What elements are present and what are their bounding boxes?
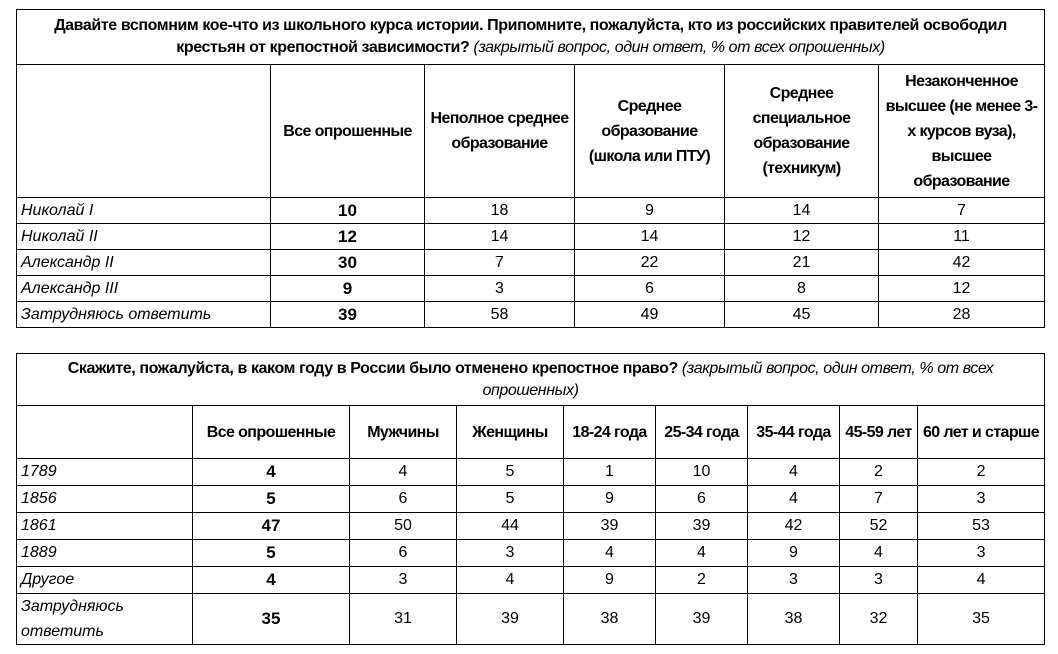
column-header: 60 лет и старше [918, 406, 1045, 459]
table-cell: 3 [350, 567, 457, 594]
table-cell-total: 5 [193, 540, 350, 567]
table-cell-total: 4 [193, 459, 350, 486]
table-cell: 3 [748, 567, 840, 594]
table-cell: 9 [564, 486, 656, 513]
table-cell: 4 [748, 459, 840, 486]
table-row [17, 302, 1045, 328]
table-cell: 3 [425, 276, 575, 302]
table-cell: 22 [575, 250, 725, 276]
table-title-row [17, 10, 1045, 65]
column-header: Незаконченное высшее (не менее 3-х курсов вуза), высшее образование [879, 65, 1045, 198]
column-header: Мужчины [350, 406, 457, 459]
column-header: Женщины [457, 406, 564, 459]
table-row [17, 459, 1045, 486]
table-cell: 7 [425, 250, 575, 276]
table-cell: 4 [748, 486, 840, 513]
table-cell: 6 [575, 276, 725, 302]
table-cell-total: 10 [271, 198, 425, 224]
table-header-row [17, 65, 1045, 198]
table-cell: 32 [840, 594, 918, 645]
row-label: 1861 [17, 513, 193, 540]
table-cell-total: 4 [193, 567, 350, 594]
table-row [17, 198, 1045, 224]
column-header: Все опрошенные [271, 65, 425, 198]
question-text: Давайте вспомним кое-что из школьного курса истории. Припомните, пожалуйста, кто из российских правителей освободил крестьян от крепостной зависимости? [54, 17, 1007, 56]
table-cell: 4 [350, 459, 457, 486]
column-header: Среднее специальное образование (техникум) [725, 65, 879, 198]
question-note: (закрытый вопрос, один ответ, % от всех опрошенных) [482, 359, 994, 399]
table-cell-total: 9 [271, 276, 425, 302]
table-cell: 18 [425, 198, 575, 224]
table-title [17, 10, 1045, 65]
table-cell: 4 [457, 567, 564, 594]
table-rulers [16, 9, 1045, 328]
table-cell: 31 [350, 594, 457, 645]
row-label: 1889 [17, 540, 193, 567]
table-cell: 58 [425, 302, 575, 328]
table-cell: 14 [575, 224, 725, 250]
table-cell: 53 [918, 513, 1045, 540]
table-cell: 39 [564, 513, 656, 540]
table-cell: 50 [350, 513, 457, 540]
table-cell-total: 12 [271, 224, 425, 250]
question-text: Скажите, пожалуйста, в каком году в России было отменено крепостное право? [67, 359, 678, 377]
table-cell: 9 [575, 198, 725, 224]
table-cell: 2 [840, 459, 918, 486]
table-cell: 5 [457, 486, 564, 513]
table-cell: 21 [725, 250, 879, 276]
column-header: 18-24 года [564, 406, 656, 459]
question-note: (закрытый вопрос, один ответ, % от всех опрошенных) [473, 39, 885, 56]
row-label: Александр III [17, 276, 271, 302]
table-cell: 6 [350, 486, 457, 513]
table-cell: 14 [725, 198, 879, 224]
table-cell: 12 [879, 276, 1045, 302]
row-label: Николай II [17, 224, 271, 250]
table-row [17, 224, 1045, 250]
column-header [17, 406, 193, 459]
table-cell: 35 [918, 594, 1045, 645]
table-cell: 38 [748, 594, 840, 645]
column-header: Все опрошенные [193, 406, 350, 459]
column-header [17, 65, 271, 198]
table-cell: 9 [564, 567, 656, 594]
table-cell: 5 [457, 459, 564, 486]
table-cell: 3 [840, 567, 918, 594]
column-header: 35-44 года [748, 406, 840, 459]
table-cell: 14 [425, 224, 575, 250]
row-label: 1856 [17, 486, 193, 513]
table-row [17, 540, 1045, 567]
table-cell: 11 [879, 224, 1045, 250]
table-row [17, 513, 1045, 540]
table-cell: 44 [457, 513, 564, 540]
table-cell: 4 [564, 540, 656, 567]
table-cell: 1 [564, 459, 656, 486]
table-cell: 7 [840, 486, 918, 513]
table-cell: 7 [879, 198, 1045, 224]
table-cell: 6 [350, 540, 457, 567]
table-cell: 3 [918, 540, 1045, 567]
row-label: Затрудняюсь ответить [17, 594, 193, 645]
column-header: 45-59 лет [840, 406, 918, 459]
table-cell-total: 35 [193, 594, 350, 645]
table-cell-total: 30 [271, 250, 425, 276]
table-cell: 52 [840, 513, 918, 540]
table-cell: 42 [879, 250, 1045, 276]
table-cell: 42 [748, 513, 840, 540]
table-cell: 3 [918, 486, 1045, 513]
column-header: Неполное среднее образование [425, 65, 575, 198]
table-cell: 4 [918, 567, 1045, 594]
table-cell: 39 [457, 594, 564, 645]
row-label: 1789 [17, 459, 193, 486]
table-row [17, 250, 1045, 276]
table-cell: 39 [656, 513, 748, 540]
table-row [17, 567, 1045, 594]
table-row [17, 594, 1045, 645]
table-cell: 10 [656, 459, 748, 486]
table-cell: 2 [918, 459, 1045, 486]
table-header-row [17, 406, 1045, 459]
table-cell: 12 [725, 224, 879, 250]
table-row [17, 276, 1045, 302]
table-cell-total: 5 [193, 486, 350, 513]
table-cell: 8 [725, 276, 879, 302]
table-cell-total: 47 [193, 513, 350, 540]
row-label: Затрудняюсь ответить [17, 302, 271, 328]
column-header: 25-34 года [656, 406, 748, 459]
table-abolition-year [16, 353, 1045, 645]
table-cell: 4 [656, 540, 748, 567]
table-cell: 3 [457, 540, 564, 567]
table-cell: 2 [656, 567, 748, 594]
table-cell: 49 [575, 302, 725, 328]
column-header: Среднее образование (школа или ПТУ) [575, 65, 725, 198]
row-label: Другое [17, 567, 193, 594]
table-cell: 4 [840, 540, 918, 567]
table-cell: 45 [725, 302, 879, 328]
table-cell-total: 39 [271, 302, 425, 328]
table-cell: 9 [748, 540, 840, 567]
table-title-row [17, 354, 1045, 406]
table-cell: 6 [656, 486, 748, 513]
row-label: Александр II [17, 250, 271, 276]
row-label: Николай I [17, 198, 271, 224]
table-title [17, 354, 1045, 406]
table-cell: 38 [564, 594, 656, 645]
table-cell: 28 [879, 302, 1045, 328]
table-cell: 39 [656, 594, 748, 645]
table-row [17, 486, 1045, 513]
